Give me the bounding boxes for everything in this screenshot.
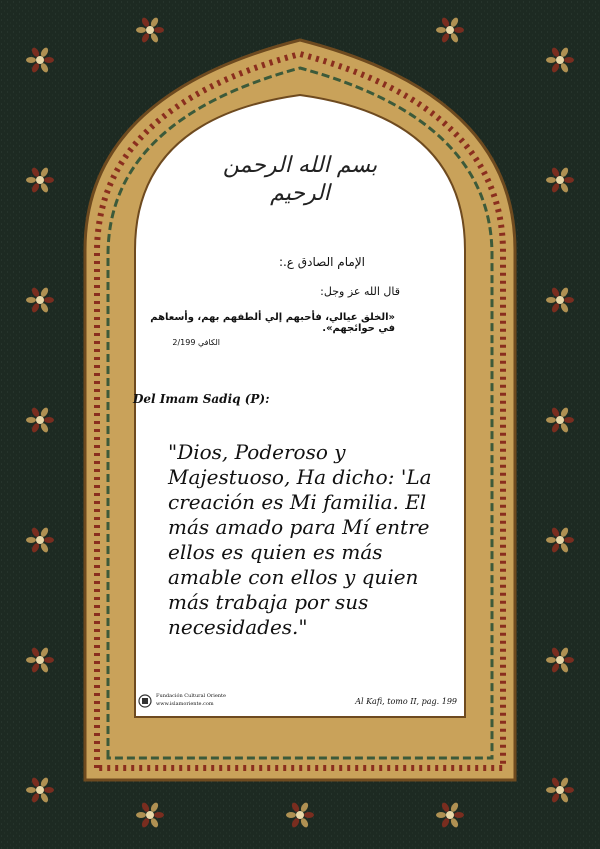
- quote-line: creación es Mi familia. El: [168, 490, 427, 514]
- quote-line: más trabaja por sus: [168, 590, 369, 614]
- publisher-url: www.islamoriente.com: [156, 701, 214, 707]
- quote-line: Majestuoso, Ha dicho: 'La: [168, 465, 432, 489]
- quote-line: necesidades.": [168, 615, 308, 639]
- spanish-quote: [168, 440, 458, 640]
- spanish-heading: Del Imam Sadiq (P):: [133, 392, 270, 406]
- quote-line: más amado para Mí entre: [168, 515, 430, 539]
- content-panel: [135, 112, 465, 717]
- citation: Al Kafi, tomo II, pag. 199: [355, 697, 457, 706]
- quote-line: amable con ellos y quien: [168, 565, 419, 589]
- publisher-logo-icon: [138, 694, 152, 708]
- quote-line: "Dios, Poderoso y: [168, 440, 346, 464]
- publisher-block: [138, 692, 258, 712]
- hadith-intro: قال الله عز وجل:: [320, 285, 400, 298]
- hadith-arabic: «الخلق عيالي، فأحبهم إلي ألطفهم بهم، وأسعاهم في حوائجهم».: [150, 312, 395, 334]
- hadith-source: الكافي 2/199: [172, 338, 220, 347]
- imam-line: الإمام الصادق ع.:: [278, 255, 365, 269]
- basmala-calligraphy: بسم الله الرحمن الرحيم: [222, 153, 378, 206]
- quote-line: ellos es quien es más: [168, 540, 383, 564]
- publisher-name: Fundación Cultural Oriente: [156, 693, 226, 699]
